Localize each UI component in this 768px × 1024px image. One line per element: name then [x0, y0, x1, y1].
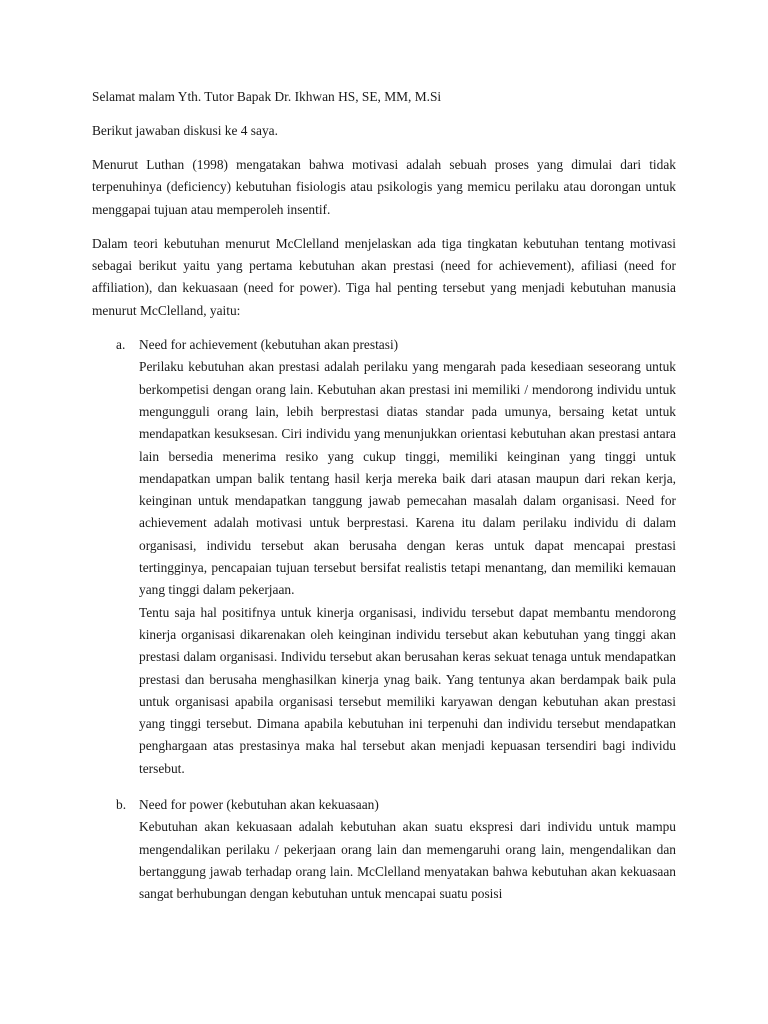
- greeting-line: Selamat malam Yth. Tutor Bapak Dr. Ikhwan HS, SE, MM, M.Si: [92, 89, 442, 104]
- list-item-heading: Need for achievement (kebutuhan akan prestasi): [139, 337, 399, 353]
- list-item-achievement: [92, 334, 676, 780]
- list-item-heading: Need for power (kebutuhan akan kekuasaan): [139, 797, 379, 813]
- achievement-paragraph: Perilaku kebutuhan akan prestasi adalah perilaku yang mengarah pada kesediaan seseorang untuk berkompetisi dengan orang lain. Kebutuhan akan prestasi ini memiliki / mendorong individu untuk mengungguli orang lain, lebih berprestasi diatas standar pada umunya, bersaing ketat untuk mendapatkan kesuksesan. Ciri individu yang menunjukkan orientasi kebutuhan akan prestasi antara lain bersedia menerima resiko yang cukup tinggi, memiliki keinginan yang tinggi untuk mendapatkan umpan balik tentang hasil kerja mereka baik dari atasan maupun dari rekan kerja, keinginan untuk mendapatkan tanggung jawab pemecahan masalah dalam organisasi. Need for achievement adalah motivasi untuk berprestasi. Karena itu dalam perilaku individu di dalam organisasi, individu tersebut akan berusaha dengan keras untuk dapat mencapai prestasi tertingginya, pencapaian tujuan tersebut bersifat realistis tetapi menantang, dan memiliki kemauan yang tinggi dalam pekerjaan.: [139, 359, 676, 598]
- achievement-paragraph: Tentu saja hal positifnya untuk kinerja organisasi, individu tersebut dapat membantu mendorong kinerja organisasi dikarenakan oleh keinginan individu tersebut akan kebutuhan yang tinggi akan prestasi dalam organisasi. Individu tersebut akan berusahan keras sekuat tenaga untuk mendapatkan prestasi dan berusaha menghasilkan kinerja ynag baik. Yang tentunya akan berdampak baik pula untuk organisasi apabila organisasi tersebut memiliki karyawan dengan kebutuhan akan prestasi yang tinggi tersebut. Dimana apabila kebutuhan ini terpenuhi dan individu tersebut mendapatkan penghargaan atas prestasinya maka hal tersebut akan menjadi kepuasan tersendiri bagi individu tersebut.: [139, 604, 676, 776]
- intro-line: Berikut jawaban diskusi ke 4 saya.: [92, 123, 278, 138]
- list-marker: b.: [116, 797, 127, 813]
- list-marker: a.: [116, 337, 126, 353]
- needs-list: [92, 334, 676, 905]
- paragraph-mcclelland: Dalam teori kebutuhan menurut McClelland menjelaskan ada tiga tingkatan kebutuhan tentang motivasi sebagai berikut yaitu yang pertama kebutuhan akan prestasi (need for achievement), afiliasi (need for affiliation), dan kekuasaan (need for power). Tiga hal penting tersebut yang menjadi kebutuhan manusia menurut McClelland, yaitu:: [92, 235, 676, 318]
- paragraph-luthans: Menurut Luthan (1998) mengatakan bahwa motivasi adalah sebuah proses yang dimulai dari tidak terpenuhinya (deficiency) kebutuhan fisiologis atau psikologis yang memicu perilaku atau dorongan untuk menggapai tujuan atau memperoleh insentif.: [92, 157, 676, 217]
- list-item-power: [92, 794, 676, 905]
- power-paragraph: Kebutuhan akan kekuasaan adalah kebutuhan akan suatu ekspresi dari individu untuk mampu mengendalikan perilaku / pekerjaan orang lain dan memengaruhi orang lain, mengendalikan dan bertanggung jawab terhadap orang lain. McClelland menyatakan bahwa kebutuhan akan kekuasaan sangat berhubungan dengan kebutuhan untuk mencapai suatu posisi: [139, 819, 676, 902]
